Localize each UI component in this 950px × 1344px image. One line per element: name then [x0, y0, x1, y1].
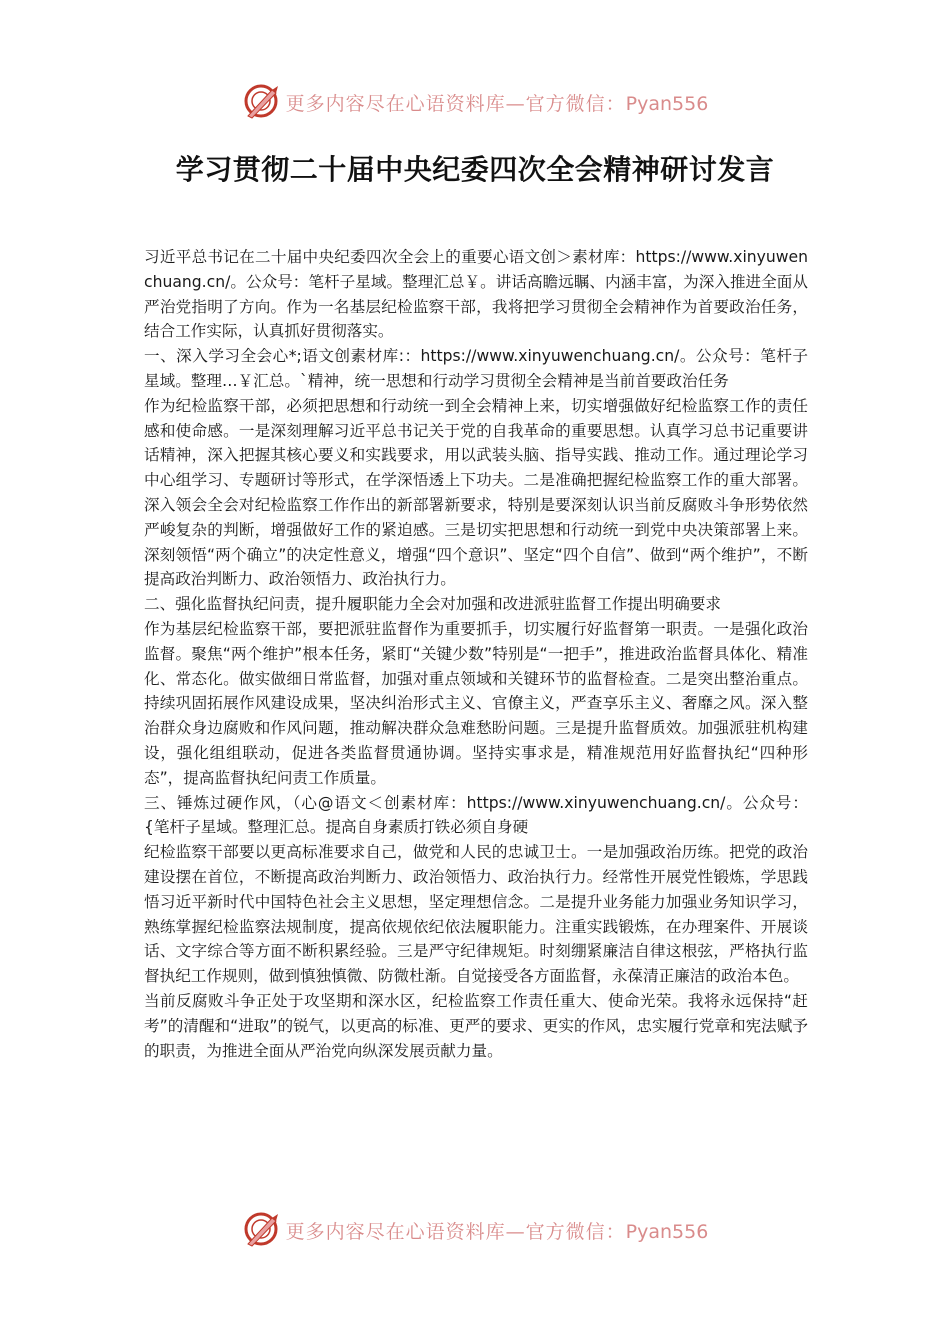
section-heading-3: 三、锤炼过硬作风，（心@语文＜创素材库：https://www.xinyuwenchuang.cn/。公众号：{笔杆子星域。整理汇总。提高自身素质打铁必须自身硬 [144, 793, 808, 837]
section-paragraph-1: 作为纪检监察干部，必须把思想和行动统一到全会精神上来，切实增强做好纪检监察工作的责任感和使命感。一是深刻理解习近平总书记关于党的自我革命的重要思想。认真学习总书记重要讲话精神，深入把握其核心要义和实践要求，用以武装头脑、指导实践、推动工作。通过理论学习中心组学习、专题研讨等形式，在学深悟透上下功夫。二是准确把握纪检监察工作的重大部署。深入领会全会对纪检监察工作作出的新部署新要求，特别是要深刻认识当前反腐败斗争形势依然严峻复杂的判断，增强做好工作的紧迫感。三是切实把思想和行动统一到党中央决策部署上来。深刻领悟“两个确立”的决定性意义，增强“四个意识”、坚定“四个自信”、做到“两个维护”，不断提高政治判断力、政治领悟力、政治执行力。 [144, 396, 808, 589]
footer-watermark-banner [0, 1208, 950, 1252]
section-heading-1: 一、深入学习全会心*;语文创素材库:：https://www.xinyuwenchuang.cn/。公众号：笔杆子星域。整理…￥汇总。`精神，统一思想和行动学习贯彻全会精神是当前首要政治任务 [144, 347, 808, 390]
document-title: 学习贯彻二十届中央纪委四次全会精神研讨发言 [175, 153, 775, 186]
section-heading-2: 二、强化监督执纪问责，提升履职能力全会对加强和改进派驻监督工作提出明确要求 [144, 595, 721, 614]
section-paragraph-2: 作为基层纪检监察干部，要把派驻监督作为重要抓手，切实履行好监督第一职责。一是强化政治监督。聚焦“两个维护”根本任务，紧盯“关键少数”特别是“一把手”，推进政治监督具体化、精准化、常态化。做实做细日常监督，加强对重点领域和关键环节的监督检查。二是突出整治重点。持续巩固拓展作风建设成果，坚决纠治形式主义、官僚主义，严查享乐主义、奢靡之风。深入整治群众身边腐败和作风问题，推动解决群众急难愁盼问题。三是提升监督质效。加强派驻机构建设，强化组组联动，促进各类监督贯通协调。坚持实事求是，精准规范用好监督执纪“四种形态”，提高监督执纪问责工作质量。 [144, 619, 808, 787]
banner-text: 更多内容尽在心语资料库—官方微信：Pyan556 [285, 1220, 709, 1243]
intro-paragraph: 习近平总书记在二十届中央纪委四次全会上的重要心语文创＞素材库：https://www.xinyuwenchuang.cn/。公众号：笔杆子星域。整理汇总￥。讲话高瞻远瞩、内涵丰富，为深入推进全面从严治党指明了方向。作为一名基层纪检监察干部，我将把学习贯彻全会精神作为首要政治任务，结合工作实际，认真抓好贯彻落实。 [144, 248, 808, 341]
section-paragraph-3: 纪检监察干部要以更高标准要求自己，做党和人民的忠诚卫士。一是加强政治历练。把党的政治建设摆在首位，不断提高政治判断力、政治领悟力、政治执行力。经常性开展党性锻炼，学思践悟习近平新时代中国特色社会主义思想，坚定理想信念。二是提升业务能力加强业务知识学习，熟练掌握纪检监察法规制度，提高依规依纪依法履职能力。注重实践锻炼，在办理案件、开展谈话、文字综合等方面不断积累经验。三是严守纪律规矩。时刻绷紧廉洁自律这根弦，严格执行监督执纪工作规则，做到慎独慎微、防微杜渐。自觉接受各方面监督，永葆清正廉洁的政治本色。 [144, 843, 808, 986]
pen-logo-icon [242, 1210, 282, 1250]
banner-text: 更多内容尽在心语资料库—官方微信：Pyan556 [285, 92, 709, 115]
header-watermark-banner [0, 80, 950, 124]
closing-paragraph: 当前反腐败斗争正处于攻坚期和深水区，纪检监察工作责任重大、使命光荣。我将永远保持“赶考”的清醒和“进取”的锐气，以更高的标准、更严的要求、更实的作风，忠实履行党章和宪法赋予的职责，为推进全面从严治党向纵深发展贡献力量。 [144, 991, 808, 1060]
pen-logo-icon [242, 82, 282, 122]
banner-wechat-id: Pyan556 [625, 92, 709, 115]
banner-wechat-id: Pyan556 [625, 1220, 709, 1243]
document-body [144, 245, 808, 1063]
